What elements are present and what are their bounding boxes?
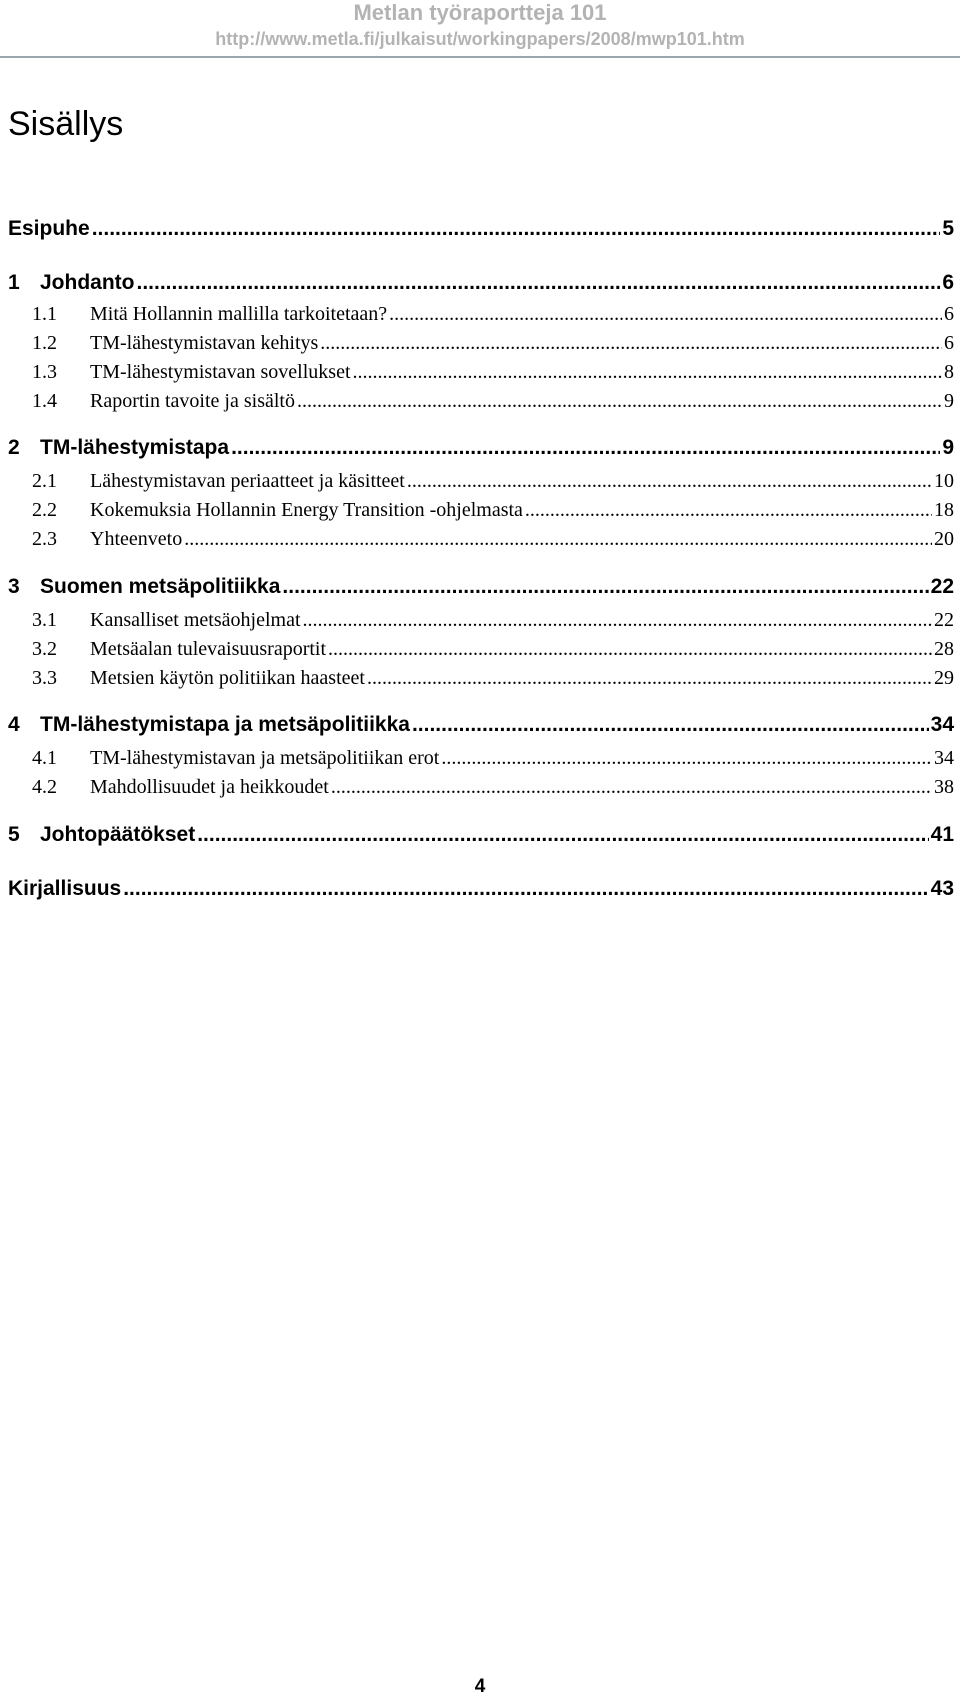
- toc-entry-chapter-1: [8, 270, 954, 296]
- toc-entry-page: 6: [944, 332, 954, 354]
- toc-entry-section-1-2: [32, 331, 954, 355]
- toc-entry-text: Mitä Hollannin mallilla tarkoitetaan?: [90, 303, 388, 325]
- toc-entry-text: Esipuhe: [8, 217, 90, 240]
- toc-entry-page: 6: [942, 271, 954, 294]
- toc-entry-number: 5: [8, 823, 20, 846]
- toc-entry-text: Johtopäätökset: [40, 823, 196, 846]
- toc-dot-leader: [197, 822, 928, 848]
- page-number: 4: [474, 1676, 486, 1697]
- toc-entry-text: TM-lähestymistavan kehitys: [90, 332, 319, 354]
- toc-dot-leader: [184, 527, 932, 551]
- toc-entry-number: 3.3: [32, 667, 57, 689]
- toc-entry-number: 4.2: [32, 776, 57, 798]
- toc-entry-chapter-2: [8, 435, 954, 461]
- toc-entry-page: 22: [930, 575, 954, 598]
- toc-dot-leader: [320, 331, 942, 355]
- toc-entry-section-2-1: [32, 469, 954, 493]
- toc-entry-text: Mahdollisuudet ja heikkoudet: [90, 776, 329, 798]
- toc-entry-chapter-5: [8, 822, 954, 848]
- toc-entry-text: TM-lähestymistavan sovellukset: [90, 361, 351, 383]
- toc-entry-page: 29: [934, 667, 954, 689]
- toc-entry-text: Kokemuksia Hollannin Energy Transition -ohjelmasta: [90, 499, 523, 521]
- toc-entry-page: 38: [934, 776, 954, 798]
- toc-dot-leader: [123, 876, 928, 902]
- toc-entry-section-4-2: [32, 775, 954, 799]
- toc-entry-page: 34: [930, 713, 954, 736]
- toc-entry-text: Raportin tavoite ja sisältö: [90, 390, 295, 412]
- toc-entry-section-1-4: [32, 389, 954, 413]
- toc-entry-text: Metsäalan tulevaisuusraportit: [90, 638, 327, 660]
- toc-entry-number: 3.2: [32, 638, 57, 660]
- toc-dot-leader: [231, 435, 940, 461]
- toc-dot-leader: [297, 389, 942, 413]
- toc-entry-number: 1.4: [32, 390, 57, 412]
- toc-entry-section-3-1: [32, 608, 954, 632]
- toc-entry-number: 1.1: [32, 303, 57, 325]
- toc-dot-leader: [303, 608, 933, 632]
- toc-entry-page: 9: [942, 436, 954, 459]
- toc-entry-kirjallisuus: [8, 876, 954, 902]
- toc-entry-text: Kansalliset metsäohjelmat: [90, 609, 301, 631]
- toc-dot-leader: [441, 746, 932, 770]
- toc-dot-leader: [331, 775, 932, 799]
- toc-entry-number: 3: [8, 575, 20, 598]
- toc-dot-leader: [407, 469, 932, 493]
- toc-entry-number: 2.1: [32, 470, 57, 492]
- toc-entry-number: 2: [8, 436, 20, 459]
- toc-entry-number: 2.2: [32, 499, 57, 521]
- toc-entry-number: 4: [8, 713, 20, 736]
- toc-entry-page: 18: [934, 499, 954, 521]
- toc-dot-leader: [353, 360, 942, 384]
- toc-entry-section-2-2: [32, 498, 954, 522]
- header-divider: [0, 56, 960, 58]
- toc-entry-page: 8: [944, 361, 954, 383]
- toc-dot-leader: [367, 666, 932, 690]
- toc-entry-page: 6: [944, 303, 954, 325]
- toc-entry-chapter-3: [8, 574, 954, 600]
- toc-entry-number: 3.1: [32, 609, 57, 631]
- toc-entry-page: 5: [942, 217, 954, 240]
- toc-entry-text: Metsien käytön politiikan haasteet: [90, 667, 365, 689]
- toc-entry-esipuhe: [8, 216, 954, 242]
- toc-entry-section-1-3: [32, 360, 954, 384]
- toc-entry-number: 2.3: [32, 528, 57, 550]
- toc-dot-leader: [328, 637, 932, 661]
- toc-entry-page: 34: [934, 747, 954, 769]
- toc-entry-number: 1.3: [32, 361, 57, 383]
- toc-entry-text: Lähestymistavan periaatteet ja käsitteet: [90, 470, 405, 492]
- toc-entry-text: TM-lähestymistapa: [40, 436, 230, 459]
- toc-entry-section-3-2: [32, 637, 954, 661]
- toc-entry-page: 28: [934, 638, 954, 660]
- toc-entry-number: 1: [8, 271, 20, 294]
- toc-entry-page: 20: [934, 528, 954, 550]
- toc-dot-leader: [282, 574, 928, 600]
- toc-dot-leader: [412, 712, 929, 738]
- toc-entry-page: 9: [944, 390, 954, 412]
- toc-dot-leader: [525, 498, 932, 522]
- toc-entry-page: 43: [930, 877, 954, 900]
- toc-entry-page: 10: [934, 470, 954, 492]
- toc-entry-number: 1.2: [32, 332, 57, 354]
- toc-entry-text: TM-lähestymistapa ja metsäpolitiikka: [40, 713, 410, 736]
- toc-entry-number: 4.1: [32, 747, 57, 769]
- toc-entry-text: Johdanto: [40, 271, 135, 294]
- toc-entry-text: TM-lähestymistavan ja metsäpolitiikan erot: [90, 747, 440, 769]
- toc-entry-page: 41: [930, 823, 954, 846]
- toc-entry-section-4-1: [32, 746, 954, 770]
- toc-entry-section-2-3: [32, 527, 954, 551]
- series-url: http://www.metla.fi/julkaisut/workingpapers/2008/mwp101.htm: [215, 29, 745, 49]
- toc-dot-leader: [389, 302, 942, 326]
- page-title: Sisällys: [8, 105, 124, 143]
- toc-dot-leader: [92, 216, 941, 242]
- toc-entry-text: Yhteenveto: [90, 528, 183, 550]
- toc-dot-leader: [137, 270, 941, 296]
- toc-entry-chapter-4: [8, 712, 954, 738]
- toc-entry-section-3-3: [32, 666, 954, 690]
- toc-entry-text: Suomen metsäpolitiikka: [40, 575, 281, 598]
- toc-entry-text: Kirjallisuus: [8, 877, 122, 900]
- toc-entry-page: 22: [934, 609, 954, 631]
- toc-entry-section-1-1: [32, 302, 954, 326]
- series-title: Metlan työraportteja 101: [353, 0, 607, 25]
